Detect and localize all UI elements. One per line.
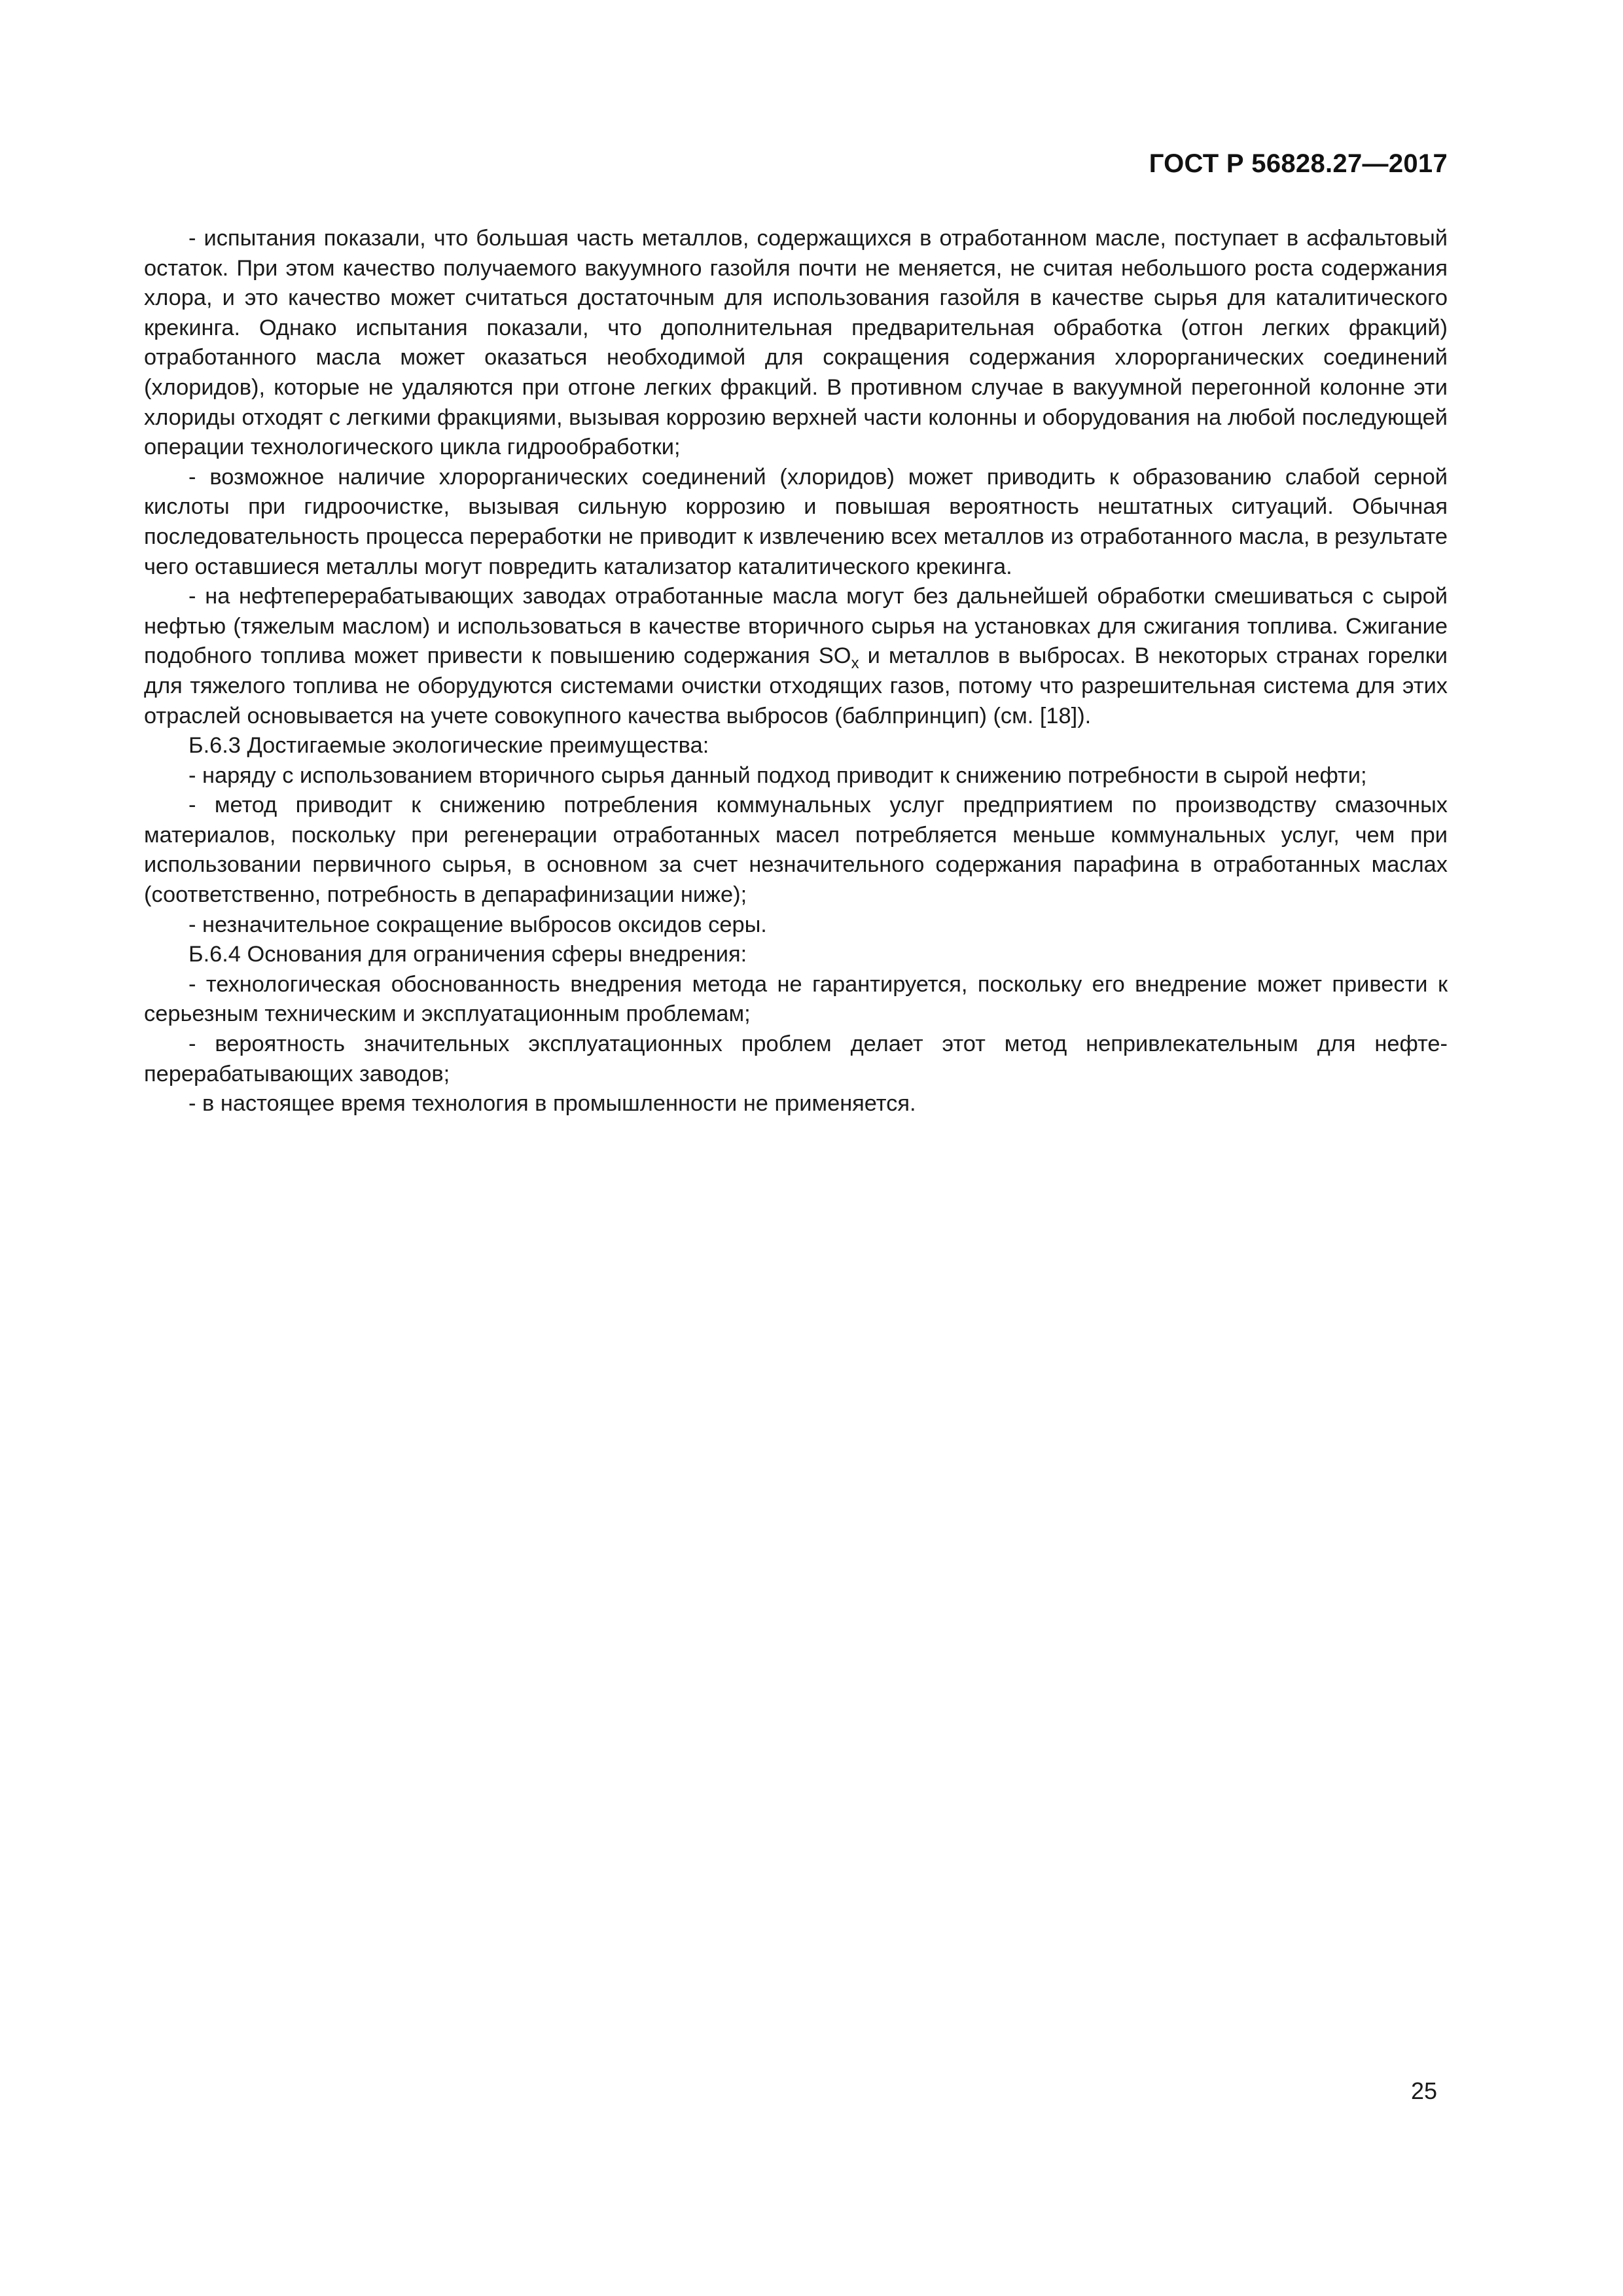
list-item-utilities: - метод приводит к снижению потребления коммунальных услуг предприятием по производству смазочных материалов, поскольку при регенерации отработанных масел потребляется меньше коммунальных услуг, чем при использовании первичного сырья, в основном за счет незначительного содержания парафина в отработанных маслах (соответственно, потребность в депарафинизации ниже); (144, 793, 1448, 908)
subscript-x: x (851, 655, 859, 673)
list-item-sulfur-oxides: - незначительное сокращение выбросов оксидов серы. (188, 912, 767, 937)
list-item-secondary-raw: - наряду с использованием вторичного сырья данный подход приводит к снижению потребности в сырой нефти; (188, 762, 1367, 788)
paragraph-test-results: - испытания показали, что большая часть металлов, содержащихся в отработанном масле, поступает в асфальтовый остаток. При этом качество получаемого вакуумного газойля почти не меняется, не считая небольшого роста содержания хлора, и это качество может считаться достаточным для использования газойля в качестве сырья для каталитического крекинга. Однако испытания показали, что дополнительная предварительная обработка (отгон легких фракций) отработанного масла может оказаться необходимой для сокращения содержания хлорорганических соединений (хлоридов), которые не удаляются при отгоне легких фракций. В противном случае в вакуумной перегонной колонне эти хлориды отходят с легкими фракциями, вызывая коррозию верхней части колонны и оборудования на любой последующей операции технологического цикла гидрообработки; (144, 226, 1448, 460)
paragraph-chlorides-risk: - возможное наличие хлорорганических соединений (хлоридов) может приводить к образованию слабой серной кислоты при гидроочистке, вызывая сильную коррозию и повышая вероятность нештатных ситуаций. Обычная последовательность процесса переработки не приводит к извлечению всех металлов из отработанного масла, в результате чего оставшиеся металлы могут повредить катализатор каталитического крекинга. (144, 464, 1448, 579)
paragraph-text-part: и металлов в выбросах. В некоторых странах горелки для тяжелого топлива не оборудуются системами очистки отходящих газов, потому что разрешительная система для этих отраслей основывается на учете совокупного качества выбросов (баблпринцип) (см. [18]). (144, 643, 1448, 728)
list-item-feasibility: - технологическая обоснованность внедрения метода не гарантируется, поскольку его внедрение может привести к серьезным техническим и эксплуатационным проблемам; (144, 971, 1448, 1027)
page-number: 25 (1410, 2077, 1437, 2104)
section-heading-b-6-4: Б.6.4 Основания для ограничения сферы внедрения: (188, 942, 747, 967)
standard-code-header: ГОСТ Р 56828.27—2017 (1149, 149, 1448, 178)
list-item-not-applied: - в настоящее время технология в промышленности не применяется. (188, 1091, 916, 1117)
paragraph-text-part: - на нефтеперерабатывающих заводах отработанные масла могут без дальнейшей обработки смешиваться с сырой нефтью (тяжелым маслом) и использоваться в качестве вторичного сырья на установках для сжигания топлива. Сжигание подобного топлива может привести к повышению содержания SO (144, 584, 1448, 669)
section-heading-b-6-3: Б.6.3 Достигаемые экологические преимущества: (188, 733, 709, 759)
paragraph-refinery-blending (144, 582, 1448, 731)
list-item-operational-problems: - вероятность значительных эксплуатационных проблем делает этот метод непривлекательным для нефтеперерабатывающих заводов; (144, 1031, 1448, 1086)
body-text (144, 224, 1448, 1119)
